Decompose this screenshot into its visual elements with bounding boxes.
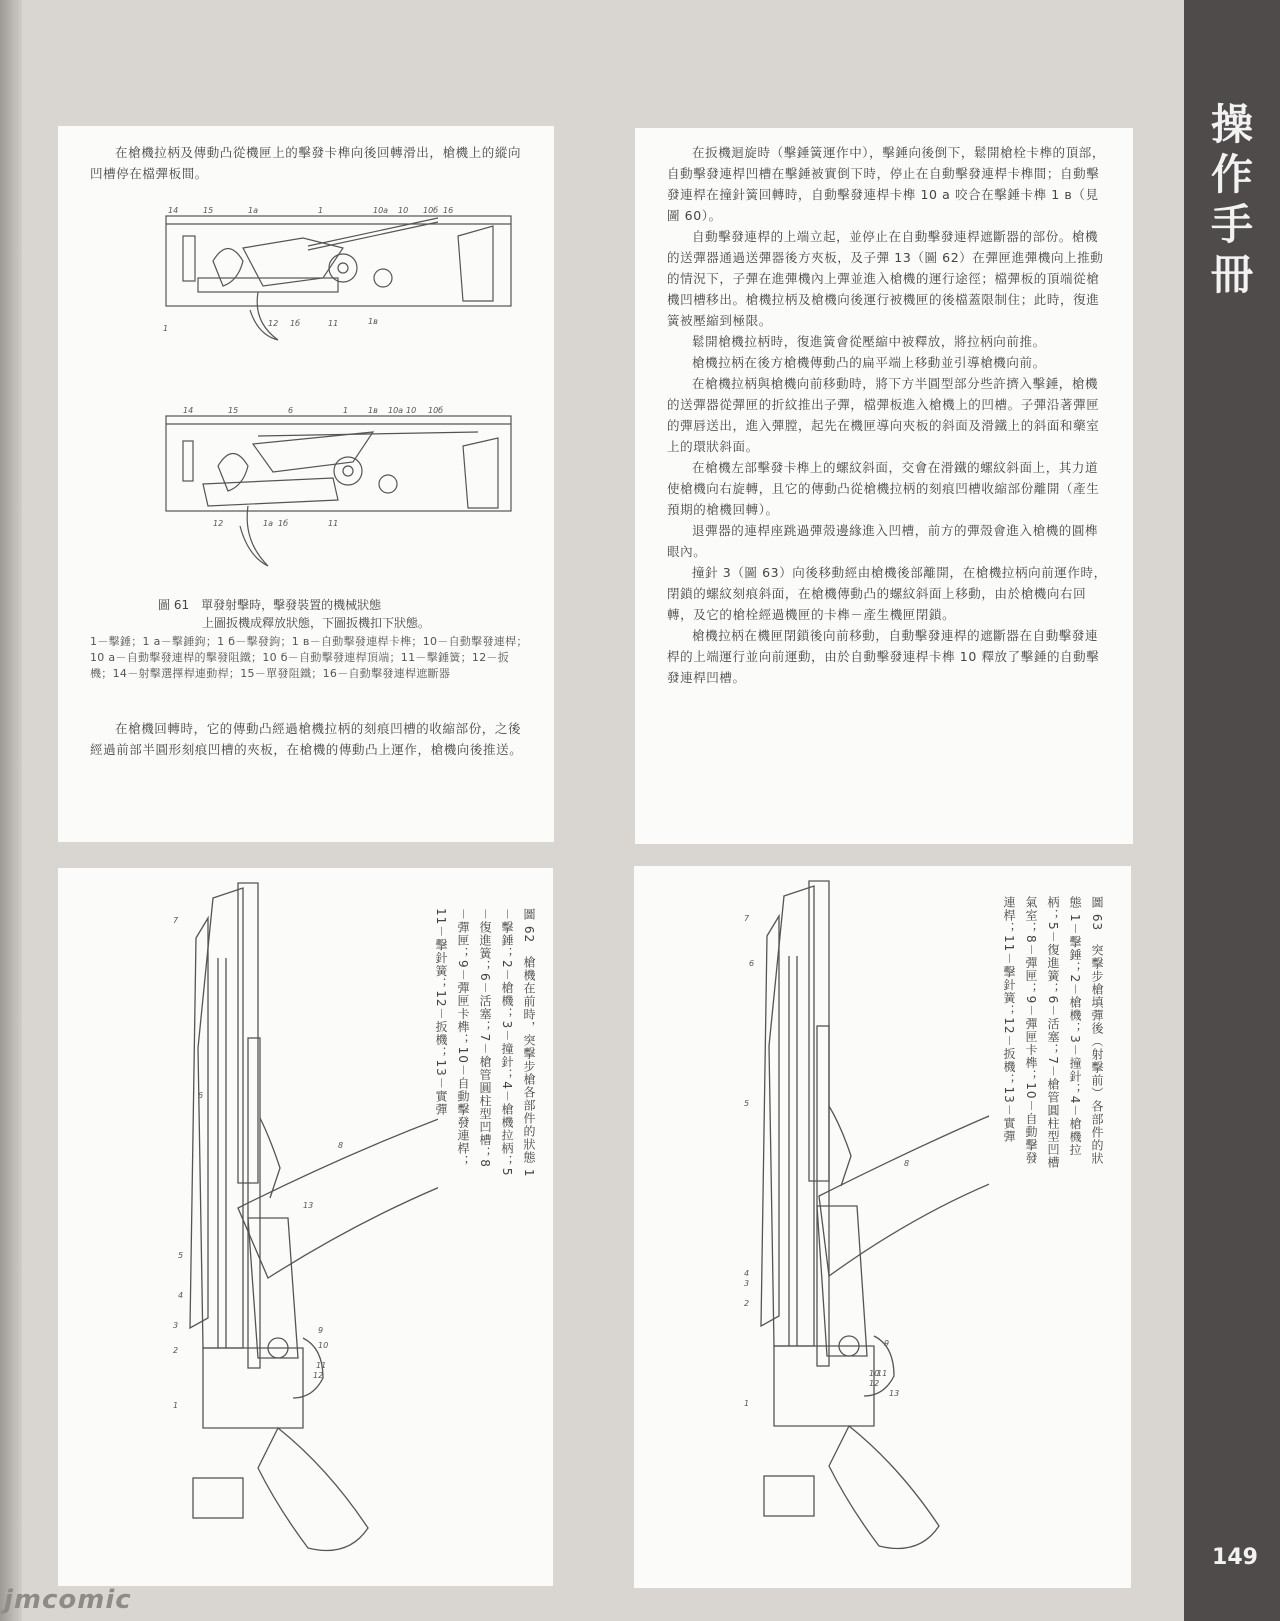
section-title: 操作手冊 bbox=[1210, 100, 1253, 299]
watermark-logo: jmcomic bbox=[4, 1585, 132, 1615]
figure-63-caption-title: 圖 63 突擊步槍填彈後（射擊前）各部件的狀態 bbox=[1068, 896, 1104, 1166]
figure-62-caption bbox=[430, 908, 540, 1178]
figure-62-panel bbox=[58, 868, 553, 1586]
callout-label: 10 bbox=[869, 1369, 880, 1378]
callout-label: 12 bbox=[268, 319, 279, 328]
callout-label: 13 bbox=[889, 1389, 900, 1398]
paragraph: 自動擊發連桿的上端立起，並停止在自動擊發連桿遮斷器的部份。槍機的送彈器通過送彈器後方夾板，及子彈 13（圖 62）在彈匣進彈機向上推動的情況下，子彈在進彈機內上彈並進入槍機的運行途徑；檔彈板的頂端從槍機凹槽移出。槍機拉柄及槍機向後運行被機匣的後檔蓋限制住；此時，復進簧被壓縮到極限。 bbox=[667, 229, 1104, 328]
paragraph: 鬆開槍機拉柄時，復進簧會從壓縮中被釋放，將拉柄向前推。 bbox=[692, 334, 1046, 349]
callout-label: 3 bbox=[744, 1279, 750, 1288]
callout-label: 10б bbox=[428, 406, 444, 415]
paragraph: 在槍機左部擊發卡榫上的螺紋斜面，交會在滑鐵的螺紋斜面上，其力道使槍機向右旋轉，且它的傳動凸從槍機拉柄的刻痕凹槽收縮部份離開（產生預期的槍機回轉）。 bbox=[667, 460, 1100, 517]
callout-label: 1 bbox=[744, 1399, 750, 1408]
figure-61-caption-line1: 圖 61 單發射擊時，擊發裝置的機械狀態 bbox=[158, 598, 382, 612]
callout-label: 6 bbox=[749, 959, 755, 968]
callout-label: 13 bbox=[303, 1201, 314, 1210]
callout-label: 7 bbox=[173, 916, 179, 925]
callout-label: 1в bbox=[368, 317, 378, 326]
paragraph: 槍機拉柄在後方槍機傳動凸的扁平端上移動並引導槍機向前。 bbox=[692, 355, 1046, 370]
callout-label: 1б bbox=[290, 319, 301, 328]
figure-61-caption-line2: 上圖扳機成釋放狀態，下圖扳機扣下狀態。 bbox=[202, 616, 431, 630]
callout-label: 6 bbox=[198, 1091, 204, 1100]
figure-63-caption-legend: 1－擊錘；2－槍機；3－撞針；4－槍機拉柄；5－復進簧；6－活塞；7－槍管圓柱型凹槽氣室；8－彈匣；9－彈匣卡榫；10－自動擊發連桿；11－擊針簧；12－扳機；13－實彈 bbox=[1002, 896, 1082, 1169]
paragraph: 在扳機迴旋時（擊錘簧運作中），擊錘向後倒下，鬆開槍栓卡榫的頂部，自動擊發連桿凹槽在擊錘被實倒下時，停止在自動擊發連桿卡榫間；自動擊發連桿在撞針簧回轉時，自動擊發連桿卡榫 10 a 咬合在擊錘卡榫 1 в（見圖 60）。 bbox=[667, 145, 1105, 223]
callout-label: 1a bbox=[248, 206, 258, 215]
callout-label: 1б bbox=[278, 519, 289, 528]
callout-label: 1в bbox=[368, 406, 378, 415]
figure-63-panel bbox=[634, 866, 1131, 1588]
figure-62-caption-title: 圖 62 槍機在前時，突擊步槍各部件的狀態 bbox=[522, 908, 536, 1165]
callout-label: 5 bbox=[744, 1099, 750, 1108]
figure-61-bottom-diagram bbox=[158, 406, 518, 571]
paragraph: 撞針 3（圖 63）向後移動經由槍機後部離開，在槍機拉柄向前運作時，閉鎖的螺紋刻痕斜面，在槍機傳動凸的螺紋斜面上移動，由於槍機向右回轉，及它的槍栓經過機匣的卡榫－產生機匣閉鎖。 bbox=[667, 565, 1107, 622]
callout-label: 10б bbox=[423, 206, 439, 215]
callout-label: 8 bbox=[904, 1159, 910, 1168]
figure-63-caption bbox=[998, 896, 1108, 1176]
figure-61-legend: 1－擊錘；1 a－擊錘鉤；1 б－擊發鉤；1 в－自動擊發連桿卡榫；10－自動擊發連桿；10 a－自動擊發連桿的擊發阻鐵；10 б－自動擊發連桿頂端；11－擊錘簧；12－扳機；14－射擊選擇桿連動桿；15－單發阻鐵；16－自動擊發連桿遮斷器 bbox=[90, 635, 528, 680]
operation-text-panel bbox=[635, 128, 1133, 844]
figure-62-rifle-cutaway bbox=[118, 878, 438, 1578]
callout-label: 15 bbox=[203, 206, 214, 215]
callout-label: 12 bbox=[213, 519, 224, 528]
callout-label: 7 bbox=[744, 914, 750, 923]
callout-label: 10 bbox=[318, 1341, 329, 1350]
callout-label: 8 bbox=[338, 1141, 344, 1150]
intro-paragraph: 在槍機拉柄及傳動凸從機匣上的擊發卡榫向後回轉滑出，槍機上的縱向凹槽停在檔彈板間。 bbox=[90, 145, 522, 181]
callout-label: 10 bbox=[398, 206, 409, 215]
callout-label: 1 bbox=[163, 324, 169, 333]
callout-label: 12 bbox=[313, 1371, 324, 1380]
callout-label: 9 bbox=[884, 1339, 890, 1348]
callout-label: 4 bbox=[744, 1269, 750, 1278]
callout-label: 1 bbox=[318, 206, 324, 215]
callout-label: 9 bbox=[318, 1326, 324, 1335]
figure-61-panel bbox=[58, 126, 554, 842]
paragraph: 退彈器的連桿座跳過彈殼邊緣進入凹槽，前方的彈殼會進入槍機的圓榫眼內。 bbox=[667, 523, 1099, 559]
callout-label: 12 bbox=[869, 1379, 880, 1388]
figure-61-caption bbox=[158, 596, 498, 632]
callout-label: 3 bbox=[173, 1321, 179, 1330]
callout-label: 14 bbox=[183, 406, 194, 415]
callout-label: 1 bbox=[173, 1401, 179, 1410]
paragraph: 槍機拉柄在機匣閉鎖後向前移動，自動擊發連桿的遮斷器在自動擊發連桿的上端運行並向前運動，由於自動擊發連桿卡榫 10 釋放了擊錘的自動擊發連桿凹槽。 bbox=[667, 628, 1100, 685]
bolt-rotation-paragraph: 在槍機回轉時，它的傳動凸經過槍機拉柄的刻痕凹槽的收縮部份，之後經過前部半圓形刻痕凹槽的夾板，在槍機的傳動凸上運作，槍機向後推送。 bbox=[90, 721, 523, 757]
callout-label: 10 bbox=[406, 406, 417, 415]
callout-label: 16 bbox=[443, 206, 454, 215]
callout-label: 6 bbox=[288, 406, 294, 415]
callout-label: 11 bbox=[316, 1361, 327, 1370]
figure-63-rifle-cutaway bbox=[689, 876, 989, 1576]
callout-label: 11 bbox=[328, 319, 339, 328]
callout-label: 5 bbox=[178, 1251, 184, 1260]
callout-label: 15 bbox=[228, 406, 239, 415]
paragraph: 在槍機拉柄與槍機向前移動時，將下方半圓型部分些許擠入擊錘，槍機的送彈器從彈匣的折紋推出子彈，檔彈板進入槍機上的凹槽。子彈沿著彈匣的彈唇送出，進入彈膛，起先在機匣導向夾板的斜面及滑鐵上的斜面和藥室上的環狀斜面。 bbox=[667, 376, 1100, 454]
callout-label: 10a bbox=[388, 406, 404, 415]
callout-label: 14 bbox=[168, 206, 179, 215]
callout-label: 2 bbox=[173, 1346, 179, 1355]
callout-label: 4 bbox=[178, 1291, 184, 1300]
operation-text-body bbox=[667, 142, 1107, 688]
figure-62-caption-legend: 1－擊錘；2－槍機；3－撞針；4－槍機拉柄；5－復進簧；6－活塞；7－槍管圓柱型凹槽；8－彈匣；9－彈匣卡榫；10－自動擊發連桿；11－擊針簧；12－扳機；13－實彈 bbox=[434, 908, 536, 1178]
page-number: 149 bbox=[1212, 1545, 1258, 1570]
figure-61-top-diagram bbox=[158, 206, 518, 346]
page-gutter-shadow bbox=[0, 0, 22, 1621]
callout-label: 1a bbox=[263, 519, 273, 528]
callout-label: 2 bbox=[744, 1299, 750, 1308]
callout-label: 11 bbox=[877, 1369, 888, 1378]
callout-label: 1 bbox=[343, 406, 349, 415]
callout-label: 11 bbox=[328, 519, 339, 528]
callout-label: 10a bbox=[373, 206, 389, 215]
